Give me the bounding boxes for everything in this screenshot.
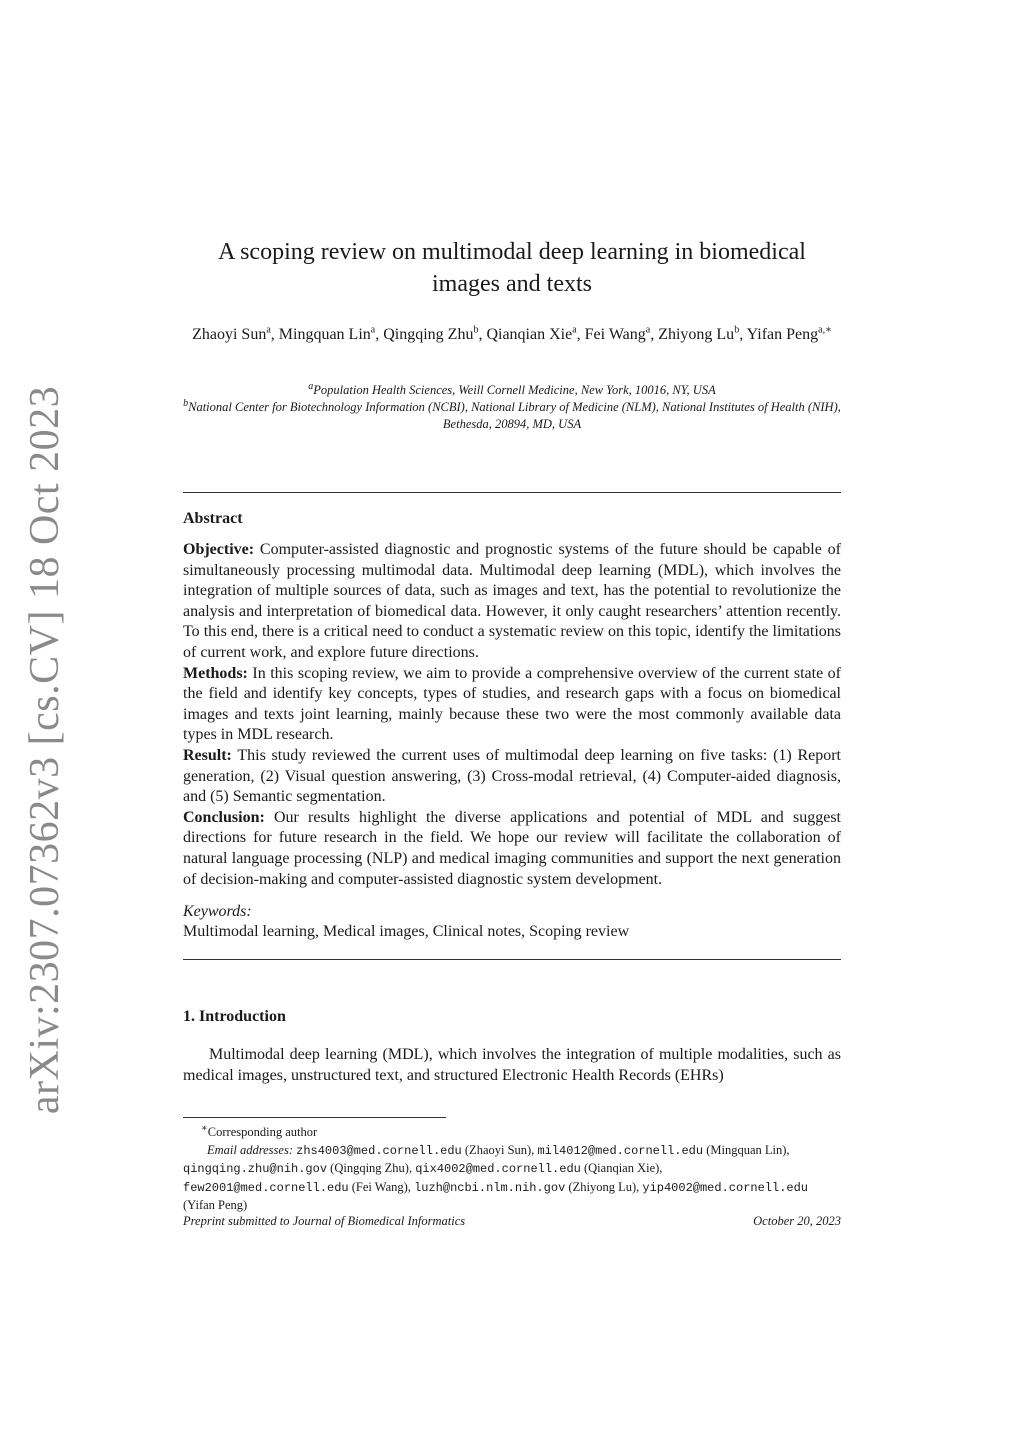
abstract-methods: Methods: In this scoping review, we aim to provide a comprehensive overview of the current state of the field and identify key concepts, types of studies, and research gaps with a focus on biomedical images and texts joint learning, mainly because these two were the most commonly available data types in MDL research. bbox=[183, 664, 842, 744]
abstract-result: Result: This study reviewed the current uses of multimodal deep learning on five tasks: (1) Report generation, (2) Visual question answering, (3) Cross-modal retrieval, (4) Computer-aided diagnosis, and (5) Semantic segmentation. bbox=[183, 746, 842, 806]
author: Qingqing Zhu$^b$ bbox=[383, 324, 479, 343]
footnote-rule bbox=[183, 1117, 446, 1118]
abstract-body bbox=[183, 540, 841, 890]
abstract-conclusion: Conclusion: Our results highlight the diverse applications and potential of MDL and suggest directions for future research in the field. We hope our review will facilitate the collaboration of natural language processing (NLP) and medical imaging communities and support the next generation of decision-making and computer-assisted diagnostic system development. bbox=[183, 808, 841, 888]
abstract-heading: Abstract bbox=[183, 510, 243, 527]
author-list: Zhaoyi Sun$^a$, Mingquan Lin$^a$, Qingqing Zhu$^b$, Qianqian Xie$^a$, Fei Wang$^a$, Zhiyong Lu$^b$, Yifan Peng$^{a,∗}$ bbox=[192, 324, 832, 343]
author: Qianqian Xie$^a$ bbox=[486, 324, 577, 343]
author: Mingquan Lin$^a$ bbox=[278, 324, 376, 343]
abstract-bottom-rule bbox=[183, 959, 841, 960]
author: Zhiyong Lu$^b$ bbox=[658, 324, 740, 343]
email-link[interactable]: qingqing.zhu@nih.gov bbox=[183, 1162, 328, 1176]
author: Fei Wang$^a$ bbox=[584, 324, 651, 343]
footnote bbox=[183, 1124, 841, 1215]
footer-journal: Preprint submitted to Journal of Biomedical Informatics bbox=[183, 1214, 466, 1228]
email-link[interactable]: yip4002@med.cornell.edu bbox=[642, 1180, 809, 1195]
email-link[interactable]: few2001@med.cornell.edu bbox=[183, 1180, 349, 1195]
introduction-paragraph: Multimodal deep learning (MDL), which involves the integration of multiple modalities, such as medical images, unstructured text, and structured Electronic Health Records (EHRs) bbox=[183, 1046, 841, 1084]
affiliation-b: $^b$National Center for Biotechnology Information (NCBI), National Library of Medicine (NLM), National Institutes of Health (NIH), Bethesda, 20894, MD, USA bbox=[183, 397, 841, 431]
email-link[interactable]: luzh@ncbi.nlm.nih.gov bbox=[414, 1180, 566, 1195]
title-line-1: A scoping review on multimodal deep learning in biomedical bbox=[218, 239, 806, 265]
section-heading-introduction: 1. Introduction bbox=[183, 1008, 286, 1025]
affiliations bbox=[180, 382, 844, 433]
keywords-heading: Keywords: bbox=[183, 903, 252, 920]
email-link[interactable]: zhs4003@med.cornell.edu bbox=[296, 1143, 462, 1158]
author: Yifan Peng$^{a,∗}$ bbox=[746, 324, 832, 343]
keywords-list: Multimodal learning, Medical images, Clinical notes, Scoping review bbox=[183, 923, 630, 940]
email-addresses: Email addresses: zhs4003@med.cornell.edu (Zhaoyi Sun), mil4012@med.cornell.edu (Mingquan Lin), qingqing.zhu@nih.gov (Qingqing Zhu), qix4002@med.cornell.edu (Qianqian Xie), few2001@med.cornell.edu (Fei Wang), luzh@ncbi.nlm.nih.gov (Zhiyong Lu), yip4002@med.cornell.edu (Yifan Peng) bbox=[183, 1142, 809, 1212]
title-line-2: images and texts bbox=[432, 271, 592, 297]
author: Zhaoyi Sun$^a$ bbox=[192, 324, 271, 343]
corresponding-author-note: ∗Corresponding author bbox=[201, 1122, 318, 1139]
email-link[interactable]: qix4002@med.cornell.edu bbox=[415, 1162, 581, 1176]
abstract-objective: Objective: Computer-assisted diagnostic and prognostic systems of the future should be capable of simultaneously processing multimodal data. Multimodal deep learning (MDL), which involves the integration of multiple sources of data, such as images and text, has the potential to revolutionize the analysis and interpretation of biomedical data. However, it only caught researchers’ attention recently. To this end, there is a critical need to conduct a systematic review on this topic, identify the limitations of current work, and explore future directions. bbox=[183, 541, 842, 661]
email-link[interactable]: mil4012@med.cornell.edu bbox=[537, 1143, 704, 1158]
paper-title bbox=[180, 236, 844, 300]
abstract-top-rule bbox=[183, 492, 841, 493]
affiliation-a: $^a$Population Health Sciences, Weill Cornell Medicine, New York, 10016, NY, USA bbox=[308, 380, 716, 397]
footer-date: October 20, 2023 bbox=[753, 1214, 841, 1228]
arxiv-identifier: arXiv:2307.07362v3 [cs.CV] 18 Oct 2023 bbox=[22, 385, 68, 1115]
